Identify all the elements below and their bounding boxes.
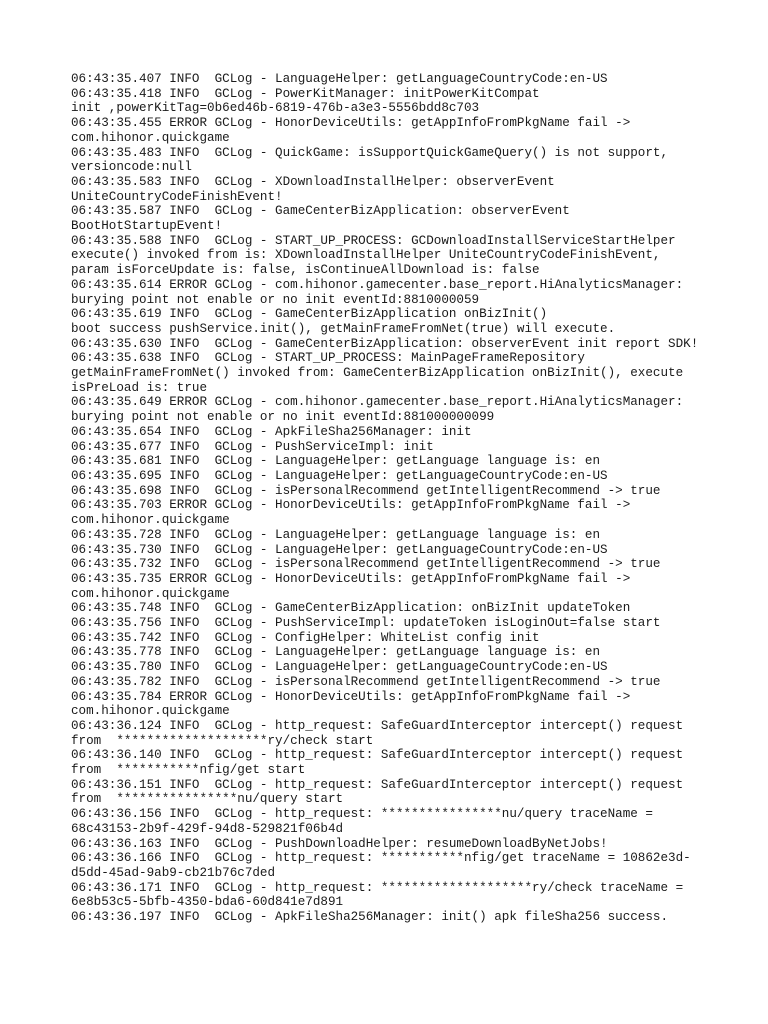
log-line: 06:43:35.418 INFO GCLog - PowerKitManager: initPowerKitCompat: [71, 86, 540, 101]
log-document: [71, 72, 751, 925]
log-line: 06:43:35.782 INFO GCLog - isPersonalRecommend getIntelligentRecommend -> true: [71, 674, 661, 689]
log-line: com.hihonor.quickgame: [71, 586, 230, 601]
log-line: from ********************ry/check start: [71, 733, 374, 748]
log-line: 68c43153-2b9f-429f-94d8-529821f06b4d: [71, 821, 344, 836]
log-line: 06:43:36.166 INFO GCLog - http_request: ***********nfig/get traceName = 10862e3d-: [71, 851, 691, 866]
log-line: 06:43:35.728 INFO GCLog - LanguageHelper: getLanguage language is: en: [71, 527, 601, 542]
log-line: param isForceUpdate is: false, isContinueAllDownload is: false: [71, 263, 540, 278]
log-line: com.hihonor.quickgame: [71, 704, 230, 719]
log-line: 06:43:36.124 INFO GCLog - http_request: SafeGuardInterceptor intercept() request: [71, 718, 684, 733]
log-line: 06:43:35.455 ERROR GCLog - HonorDeviceUtils: getAppInfoFromPkgName fail ->: [71, 116, 631, 131]
log-line: 06:43:35.649 ERROR GCLog - com.hihonor.gamecenter.base_report.HiAnalyticsManager:: [71, 395, 684, 410]
log-line: init ,powerKitTag=0b6ed46b-6819-476b-a3e3-5556bdd8c703: [71, 101, 480, 116]
log-line: com.hihonor.quickgame: [71, 513, 230, 528]
log-line: isPreLoad is: true: [71, 380, 208, 395]
log-line: 06:43:35.619 INFO GCLog - GameCenterBizApplication onBizInit(): [71, 307, 548, 322]
log-line: getMainFrameFromNet() invoked from: GameCenterBizApplication onBizInit(), execute: [71, 366, 684, 381]
log-line: 06:43:35.732 INFO GCLog - isPersonalRecommend getIntelligentRecommend -> true: [71, 557, 661, 572]
log-line: 06:43:36.163 INFO GCLog - PushDownloadHelper: resumeDownloadByNetJobs!: [71, 836, 608, 851]
log-line: 6e8b53c5-5bfb-4350-bda6-60d841e7d891: [71, 895, 344, 910]
log-line: 06:43:35.730 INFO GCLog - LanguageHelper: getLanguageCountryCode:en-US: [71, 542, 608, 557]
log-line: 06:43:35.630 INFO GCLog - GameCenterBizApplication: observerEvent init report SDK!: [71, 336, 699, 351]
log-line: BootHotStartupEvent!: [71, 219, 223, 234]
log-line: 06:43:35.703 ERROR GCLog - HonorDeviceUtils: getAppInfoFromPkgName fail ->: [71, 498, 631, 513]
log-line: from ***********nfig/get start: [71, 763, 306, 778]
log-line: boot success pushService.init(), getMainFrameFromNet(true) will execute.: [71, 321, 616, 336]
log-line: 06:43:35.677 INFO GCLog - PushServiceImpl: init: [71, 439, 434, 454]
log-line: 06:43:35.483 INFO GCLog - QuickGame: isSupportQuickGameQuery() is not support,: [71, 145, 669, 160]
log-line: 06:43:35.638 INFO GCLog - START_UP_PROCESS: MainPageFrameRepository: [71, 351, 585, 366]
log-line: 06:43:35.780 INFO GCLog - LanguageHelper: getLanguageCountryCode:en-US: [71, 660, 608, 675]
log-line: 06:43:36.151 INFO GCLog - http_request: SafeGuardInterceptor intercept() request: [71, 777, 684, 792]
log-line: 06:43:35.698 INFO GCLog - isPersonalRecommend getIntelligentRecommend -> true: [71, 483, 661, 498]
log-line: 06:43:36.140 INFO GCLog - http_request: SafeGuardInterceptor intercept() request: [71, 748, 684, 763]
log-line: d5dd-45ad-9ab9-cb21b76c7ded: [71, 865, 276, 880]
log-line: 06:43:36.171 INFO GCLog - http_request: ********************ry/check traceName =: [71, 880, 684, 895]
log-line: 06:43:35.735 ERROR GCLog - HonorDeviceUtils: getAppInfoFromPkgName fail ->: [71, 571, 631, 586]
log-line: 06:43:35.742 INFO GCLog - ConfigHelper: WhiteList config init: [71, 630, 540, 645]
log-line: 06:43:35.778 INFO GCLog - LanguageHelper: getLanguage language is: en: [71, 645, 601, 660]
log-line: 06:43:35.784 ERROR GCLog - HonorDeviceUtils: getAppInfoFromPkgName fail ->: [71, 689, 631, 704]
log-line: 06:43:36.156 INFO GCLog - http_request: ****************nu/query traceName =: [71, 807, 653, 822]
log-line: 06:43:35.695 INFO GCLog - LanguageHelper: getLanguageCountryCode:en-US: [71, 468, 608, 483]
log-line: 06:43:35.588 INFO GCLog - START_UP_PROCESS: GCDownloadInstallServiceStartHelper: [71, 233, 676, 248]
log-line: 06:43:35.583 INFO GCLog - XDownloadInstallHelper: observerEvent: [71, 174, 555, 189]
log-line: burying point not enable or no init eventId:881000000099: [71, 410, 495, 425]
log-line: 06:43:35.587 INFO GCLog - GameCenterBizApplication: observerEvent: [71, 204, 570, 219]
log-line: execute() invoked from is: XDownloadInstallHelper UniteCountryCodeFinishEvent,: [71, 248, 661, 263]
log-line: 06:43:35.654 INFO GCLog - ApkFileSha256Manager: init: [71, 424, 472, 439]
log-line: 06:43:35.681 INFO GCLog - LanguageHelper: getLanguage language is: en: [71, 454, 601, 469]
log-line: 06:43:36.197 INFO GCLog - ApkFileSha256Manager: init() apk fileSha256 success.: [71, 910, 669, 925]
log-line: UniteCountryCodeFinishEvent!: [71, 189, 283, 204]
log-line: burying point not enable or no init eventId:8810000059: [71, 292, 480, 307]
log-line: 06:43:35.748 INFO GCLog - GameCenterBizApplication: onBizInit updateToken: [71, 601, 631, 616]
log-line: versioncode:null: [71, 160, 192, 175]
log-line: com.hihonor.quickgame: [71, 130, 230, 145]
log-line: from ****************nu/query start: [71, 792, 344, 807]
log-line: 06:43:35.614 ERROR GCLog - com.hihonor.gamecenter.base_report.HiAnalyticsManager:: [71, 277, 684, 292]
log-line: 06:43:35.407 INFO GCLog - LanguageHelper: getLanguageCountryCode:en-US: [71, 72, 608, 86]
log-line: 06:43:35.756 INFO GCLog - PushServiceImpl: updateToken isLoginOut=false start: [71, 616, 661, 631]
